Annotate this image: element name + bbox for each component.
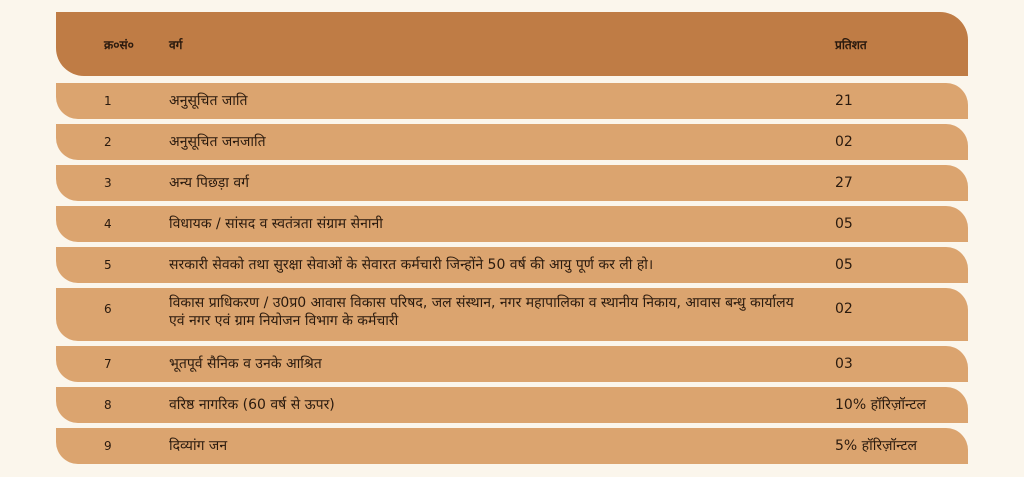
- row-percentage: 27: [835, 175, 853, 191]
- row-category: वरिष्ठ नागरिक (60 वर्ष से ऊपर): [169, 397, 335, 413]
- row-category: अनुसूचित जाति: [169, 93, 248, 109]
- row-percentage: 05: [835, 216, 853, 232]
- row-category: अन्य पिछड़ा वर्ग: [169, 175, 250, 191]
- row-percentage: 5% हॉरिज़ॉन्टल: [835, 438, 918, 454]
- row-category: विधायक / सांसद व स्वतंत्रता संग्राम सेनानी: [169, 216, 383, 232]
- row-serial-number: 7: [104, 357, 112, 371]
- table-row: [56, 346, 968, 382]
- row-percentage: 02: [835, 134, 853, 150]
- row-serial-number: 9: [104, 439, 112, 453]
- row-percentage: 10% हॉरिज़ॉन्टल: [835, 397, 926, 413]
- table-row: [56, 83, 968, 119]
- row-category: विकास प्राधिकरण / उ0प्र0 आवास विकास परिषद, जल संस्थान, नगर महापालिका व स्थानीय निकाय, आवास बन्धु कार्यालय एवं नगर एवं ग्राम नियोजन विभाग के कर्मचारी: [169, 295, 794, 329]
- row-percentage: 02: [835, 301, 853, 317]
- table-row: [56, 206, 968, 242]
- row-percentage: 21: [835, 93, 853, 109]
- row-serial-number: 5: [104, 258, 112, 272]
- table-row: [56, 124, 968, 160]
- row-category: भूतपूर्व सैनिक व उनके आश्रित: [169, 356, 322, 372]
- table-row: [56, 247, 968, 283]
- row-percentage: 05: [835, 257, 853, 273]
- row-serial-number: 2: [104, 135, 112, 149]
- row-category: अनुसूचित जनजाति: [169, 134, 266, 150]
- row-serial-number: 1: [104, 94, 112, 108]
- table-row: [56, 165, 968, 201]
- table-row: [56, 428, 968, 464]
- table-header: [56, 12, 968, 76]
- header-category: वर्ग: [169, 38, 183, 52]
- row-serial-number: 6: [104, 302, 112, 316]
- row-category: सरकारी सेवको तथा सुरक्षा सेवाओं के सेवारत कर्मचारी जिन्होंने 50 वर्ष की आयु पूर्ण कर ली हो।: [169, 257, 654, 273]
- row-category: दिव्यांग जन: [169, 438, 228, 454]
- row-serial-number: 3: [104, 176, 112, 190]
- row-serial-number: 8: [104, 398, 112, 412]
- table-row: [56, 288, 968, 341]
- header-serial-number: क्र०सं०: [104, 38, 134, 52]
- header-percentage: प्रतिशत: [835, 38, 867, 52]
- row-serial-number: 4: [104, 217, 112, 231]
- row-percentage: 03: [835, 356, 853, 372]
- table-row: [56, 387, 968, 423]
